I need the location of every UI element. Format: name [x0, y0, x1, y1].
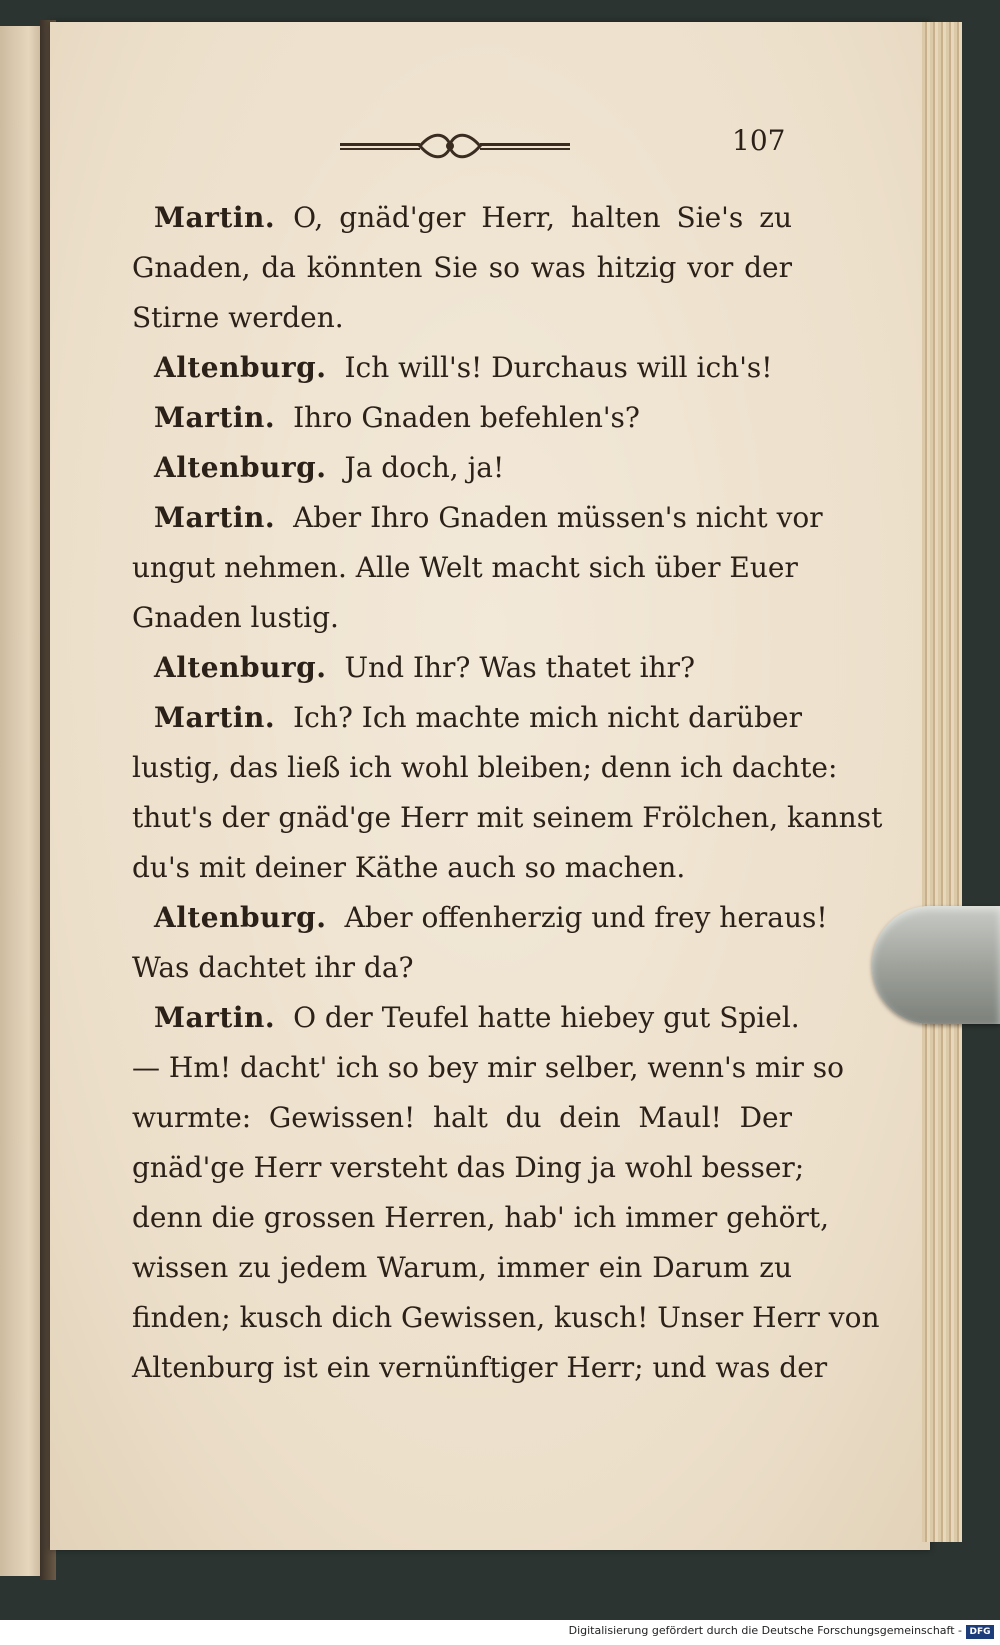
page-clip — [872, 906, 1000, 1024]
speaker-name: Martin. — [154, 201, 276, 234]
line-text: O, gnäd'ger Herr, halten Sie's zu — [293, 201, 792, 234]
text-line — [132, 243, 792, 293]
speaker-name: Martin. — [154, 401, 276, 434]
speaker-name: Altenburg. — [154, 651, 327, 684]
text-line — [132, 493, 823, 543]
speaker-name: Martin. — [154, 501, 276, 534]
text-line — [132, 843, 792, 893]
line-text: Gnaden, da könnten Sie so was hitzig vor der — [132, 251, 792, 284]
line-text: wurmte: Gewissen! halt du dein Maul! Der — [132, 1101, 792, 1134]
line-text: Aber Ihro Gnaden müssen's nicht vor — [293, 501, 823, 534]
text-line — [132, 393, 792, 443]
speaker-name: Altenburg. — [154, 451, 327, 484]
line-text: Aber offenherzig und frey heraus! — [344, 901, 828, 934]
line-text: Stirne werden. — [132, 301, 344, 334]
text-line — [132, 893, 828, 943]
line-text: Und Ihr? Was thatet ihr? — [344, 651, 695, 684]
text-line — [132, 1343, 828, 1393]
line-text: gnäd'ge Herr versteht das Ding ja wohl besser; — [132, 1151, 805, 1184]
line-text: O der Teufel hatte hiebey gut Spiel. — [293, 1001, 800, 1034]
line-text: — Hm! dacht' ich so bey mir selber, wenn's mir so — [132, 1051, 844, 1084]
line-text: Was dachtet ihr da? — [132, 951, 414, 984]
line-text: wissen zu jedem Warum, immer ein Darum zu — [132, 1251, 792, 1284]
speaker-name: Martin. — [154, 701, 276, 734]
text-line — [132, 1293, 880, 1343]
line-text: du's mit deiner Käthe auch so machen. — [132, 851, 686, 884]
text-line — [132, 643, 792, 693]
line-text: Ihro Gnaden befehlen's? — [293, 401, 640, 434]
speaker-name: Martin. — [154, 1001, 276, 1034]
text-line — [132, 1193, 830, 1243]
text-line — [132, 793, 883, 843]
line-content — [154, 193, 792, 243]
text-line — [132, 1243, 792, 1293]
line-content — [154, 493, 823, 543]
dfg-logo: DFG — [966, 1625, 994, 1639]
text-line — [132, 293, 792, 343]
text-line — [132, 543, 798, 593]
line-text: Ja doch, ja! — [344, 451, 505, 484]
line-text: Ich? Ich machte mich nicht darüber — [293, 701, 803, 734]
page-text — [132, 193, 883, 1393]
text-line — [132, 1143, 805, 1193]
line-content — [154, 693, 803, 743]
text-line — [132, 443, 792, 493]
text-line — [132, 1043, 844, 1093]
page-stack-edge — [922, 22, 962, 1542]
page-number: 107 — [732, 124, 786, 157]
line-text: Altenburg ist ein vernünftiger Herr; und was der — [132, 1351, 828, 1384]
text-line — [132, 593, 792, 643]
text-line — [132, 743, 838, 793]
header-ornament — [340, 126, 570, 166]
line-text: ungut nehmen. Alle Welt macht sich über Euer — [132, 551, 798, 584]
line-text: lustig, das ließ ich wohl bleiben; denn ich dachte: — [132, 751, 838, 784]
line-text: finden; kusch dich Gewissen, kusch! Unser Herr von — [132, 1301, 880, 1334]
line-content — [154, 893, 828, 943]
text-line — [132, 993, 800, 1043]
line-content — [154, 993, 800, 1043]
line-text: Gnaden lustig. — [132, 601, 339, 634]
text-line — [132, 343, 792, 393]
text-line — [132, 943, 792, 993]
text-line — [132, 693, 803, 743]
line-text: denn die grossen Herren, hab' ich immer gehört, — [132, 1201, 830, 1234]
line-text: Ich will's! Durchaus will ich's! — [344, 351, 773, 384]
text-line — [132, 1093, 792, 1143]
speaker-name: Altenburg. — [154, 351, 327, 384]
speaker-name: Altenburg. — [154, 901, 327, 934]
text-line — [132, 193, 792, 243]
funding-credit: Digitalisierung gefördert durch die Deutsche Forschungsgemeinschaft - — [568, 1624, 962, 1637]
line-text: thut's der gnäd'ge Herr mit seinem Frölchen, kannst — [132, 801, 883, 834]
